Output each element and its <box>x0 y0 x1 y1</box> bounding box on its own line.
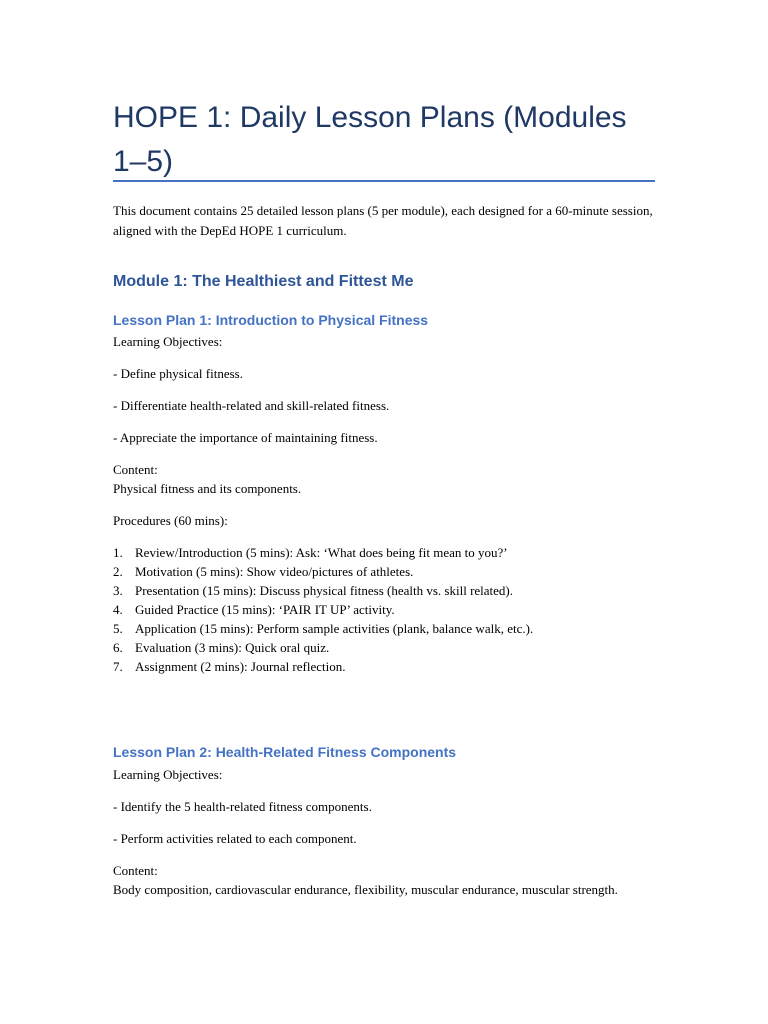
procedure-text: Guided Practice (15 mins): ‘PAIR IT UP’ activity. <box>135 602 395 617</box>
procedure-number: 4. <box>113 602 123 617</box>
document-title: HOPE 1: Daily Lesson Plans (Modules 1–5) <box>113 101 627 178</box>
lesson-2-objective: - Identify the 5 health-related fitness components. <box>113 799 372 814</box>
procedure-number: 7. <box>113 659 123 674</box>
procedure-item <box>113 562 533 581</box>
lesson-1-content-label: Content: <box>113 462 158 477</box>
lesson-1-objectives-label: Learning Objectives: <box>113 334 223 349</box>
procedure-item <box>113 543 533 562</box>
lesson-1-objective: - Define physical fitness. <box>113 366 243 381</box>
procedure-text: Application (15 mins): Perform sample activities (plank, balance walk, etc.). <box>135 621 534 636</box>
lesson-2-content-label: Content: <box>113 863 158 878</box>
lesson-1-objective: - Appreciate the importance of maintaining fitness. <box>113 430 378 445</box>
lesson-2-objectives-label: Learning Objectives: <box>113 767 223 782</box>
procedure-item <box>113 619 533 638</box>
lesson-1-content: Physical fitness and its components. <box>113 481 302 496</box>
lesson-1-procedures-label: Procedures (60 mins): <box>113 513 228 528</box>
procedure-text: Review/Introduction (5 mins): Ask: ‘What does being fit mean to you?’ <box>135 545 508 560</box>
lesson-plan-1-heading: Lesson Plan 1: Introduction to Physical Fitness <box>113 312 429 328</box>
procedure-number: 3. <box>113 583 123 598</box>
procedure-number: 2. <box>113 564 123 579</box>
procedure-number: 1. <box>113 545 123 560</box>
procedure-item <box>113 581 533 600</box>
lesson-1-objective: - Differentiate health-related and skill-related fitness. <box>113 398 390 413</box>
procedure-number: 6. <box>113 640 123 655</box>
procedure-text: Assignment (2 mins): Journal reflection. <box>135 659 346 674</box>
lesson-1-procedures-list <box>113 543 533 676</box>
module-1-heading: Module 1: The Healthiest and Fittest Me <box>113 273 414 290</box>
lesson-2-content: Body composition, cardiovascular endurance, flexibility, muscular endurance, muscular strength. <box>113 882 618 897</box>
procedure-item <box>113 600 533 619</box>
lesson-2-objective: - Perform activities related to each component. <box>113 831 357 846</box>
procedure-text: Evaluation (3 mins): Quick oral quiz. <box>135 640 330 655</box>
lesson-plan-2-heading: Lesson Plan 2: Health-Related Fitness Components <box>113 744 457 760</box>
procedure-text: Motivation (5 mins): Show video/pictures of athletes. <box>135 564 414 579</box>
title-divider <box>113 180 655 182</box>
procedure-text: Presentation (15 mins): Discuss physical fitness (health vs. skill related). <box>135 583 514 598</box>
procedure-item <box>113 638 533 657</box>
procedure-number: 5. <box>113 621 123 636</box>
procedure-item <box>113 657 533 676</box>
document-intro: This document contains 25 detailed lesson plans (5 per module), each designed for a 60-minute session, aligned with the DepEd HOPE 1 curriculum. <box>113 203 653 238</box>
